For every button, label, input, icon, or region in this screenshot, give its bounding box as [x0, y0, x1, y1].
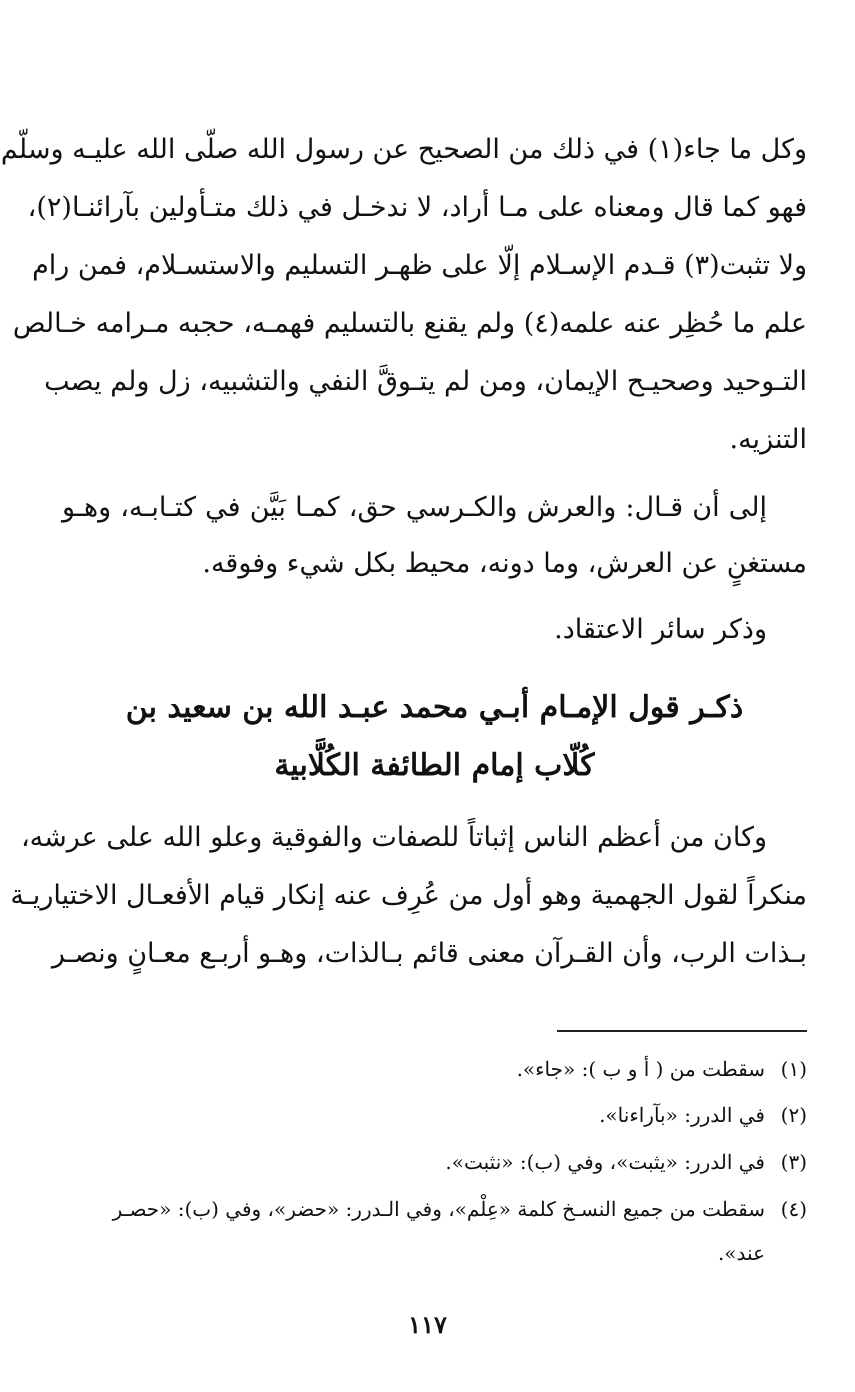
text-line: التـوحيد وصحيـح الإيمان، ومن لم يتـوقَّ النفي والتشبيه، زل ولم يصب — [44, 366, 807, 397]
text-line: وذكر سائر الاعتقاد. — [554, 614, 767, 645]
footnote-number: (٣) — [780, 1150, 807, 1174]
page-number: ١١٧ — [408, 1310, 447, 1339]
footnote-number: (٤) — [780, 1197, 807, 1221]
footnote-4 — [62, 1192, 807, 1226]
section-heading-line-1: ذكـر قول الإمـام أبـي محمد عبـد الله بن سعيد بن — [125, 690, 744, 725]
text-line: منكراً لقول الجهمية وهو أول من عُرِف عنه إنكار قيام الأفعـال الاختياريـة — [10, 880, 807, 911]
text-line: وكل ما جاء(١) في ذلك من الصحيح عن رسول الله صلّى الله عليـه وسلّم — [0, 134, 807, 165]
footnote-text: في الدرر: «يثبت»، وفي (ب): «نثبت». — [445, 1150, 765, 1174]
footnote-1 — [62, 1052, 807, 1086]
text-line: إلى أن قـال: والعرش والكـرسي حق، كمـا بَيَّن في كتـابـه، وهـو — [62, 492, 767, 523]
footnote-number: (٢) — [780, 1103, 807, 1127]
text-line: مستغنٍ عن العرش، وما دونه، محيط بكل شيء وفوقه. — [202, 548, 807, 579]
footnote-text: سقطت من جميع النسـخ كلمة «عِلْم»، وفي الـدرر: «حضر»، وفي (ب): «حصـر — [112, 1197, 765, 1221]
footnote-3 — [62, 1145, 807, 1179]
footnote-separator — [557, 1030, 807, 1032]
text-line: ولا تثبت(٣) قـدم الإسـلام إلّا على ظهـر التسليم والاستسـلام، فمن رام — [32, 250, 807, 281]
section-heading-line-2: كُلّاب إمام الطائفة الكُلَّابية — [274, 748, 595, 783]
footnote-text: سقطت من ( أ و ب ): «جاء». — [516, 1057, 765, 1081]
text-line: علم ما حُظِر عنه علمه(٤) ولم يقنع بالتسليم فهمـه، حجبه مـرامه خـالص — [12, 308, 807, 339]
text-line: وكان من أعظم الناس إثباتاً للصفات والفوقية وعلو الله على عرشه، — [20, 822, 767, 853]
footnote-4-continuation: عند». — [717, 1241, 765, 1265]
text-line: بـذات الرب، وأن القـرآن معنى قائم بـالذات، وهـو أربـع معـانٍ ونصـر — [51, 938, 807, 969]
text-line: فهو كما قال ومعناه على مـا أراد، لا ندخـل في ذلك متـأولين بآرائنـا(٢)، — [27, 192, 807, 223]
footnote-text: في الدرر: «بآراءنا». — [599, 1103, 765, 1127]
text-line: التنزيه. — [729, 424, 807, 455]
footnote-number: (١) — [780, 1057, 807, 1081]
footnote-2 — [62, 1098, 807, 1132]
